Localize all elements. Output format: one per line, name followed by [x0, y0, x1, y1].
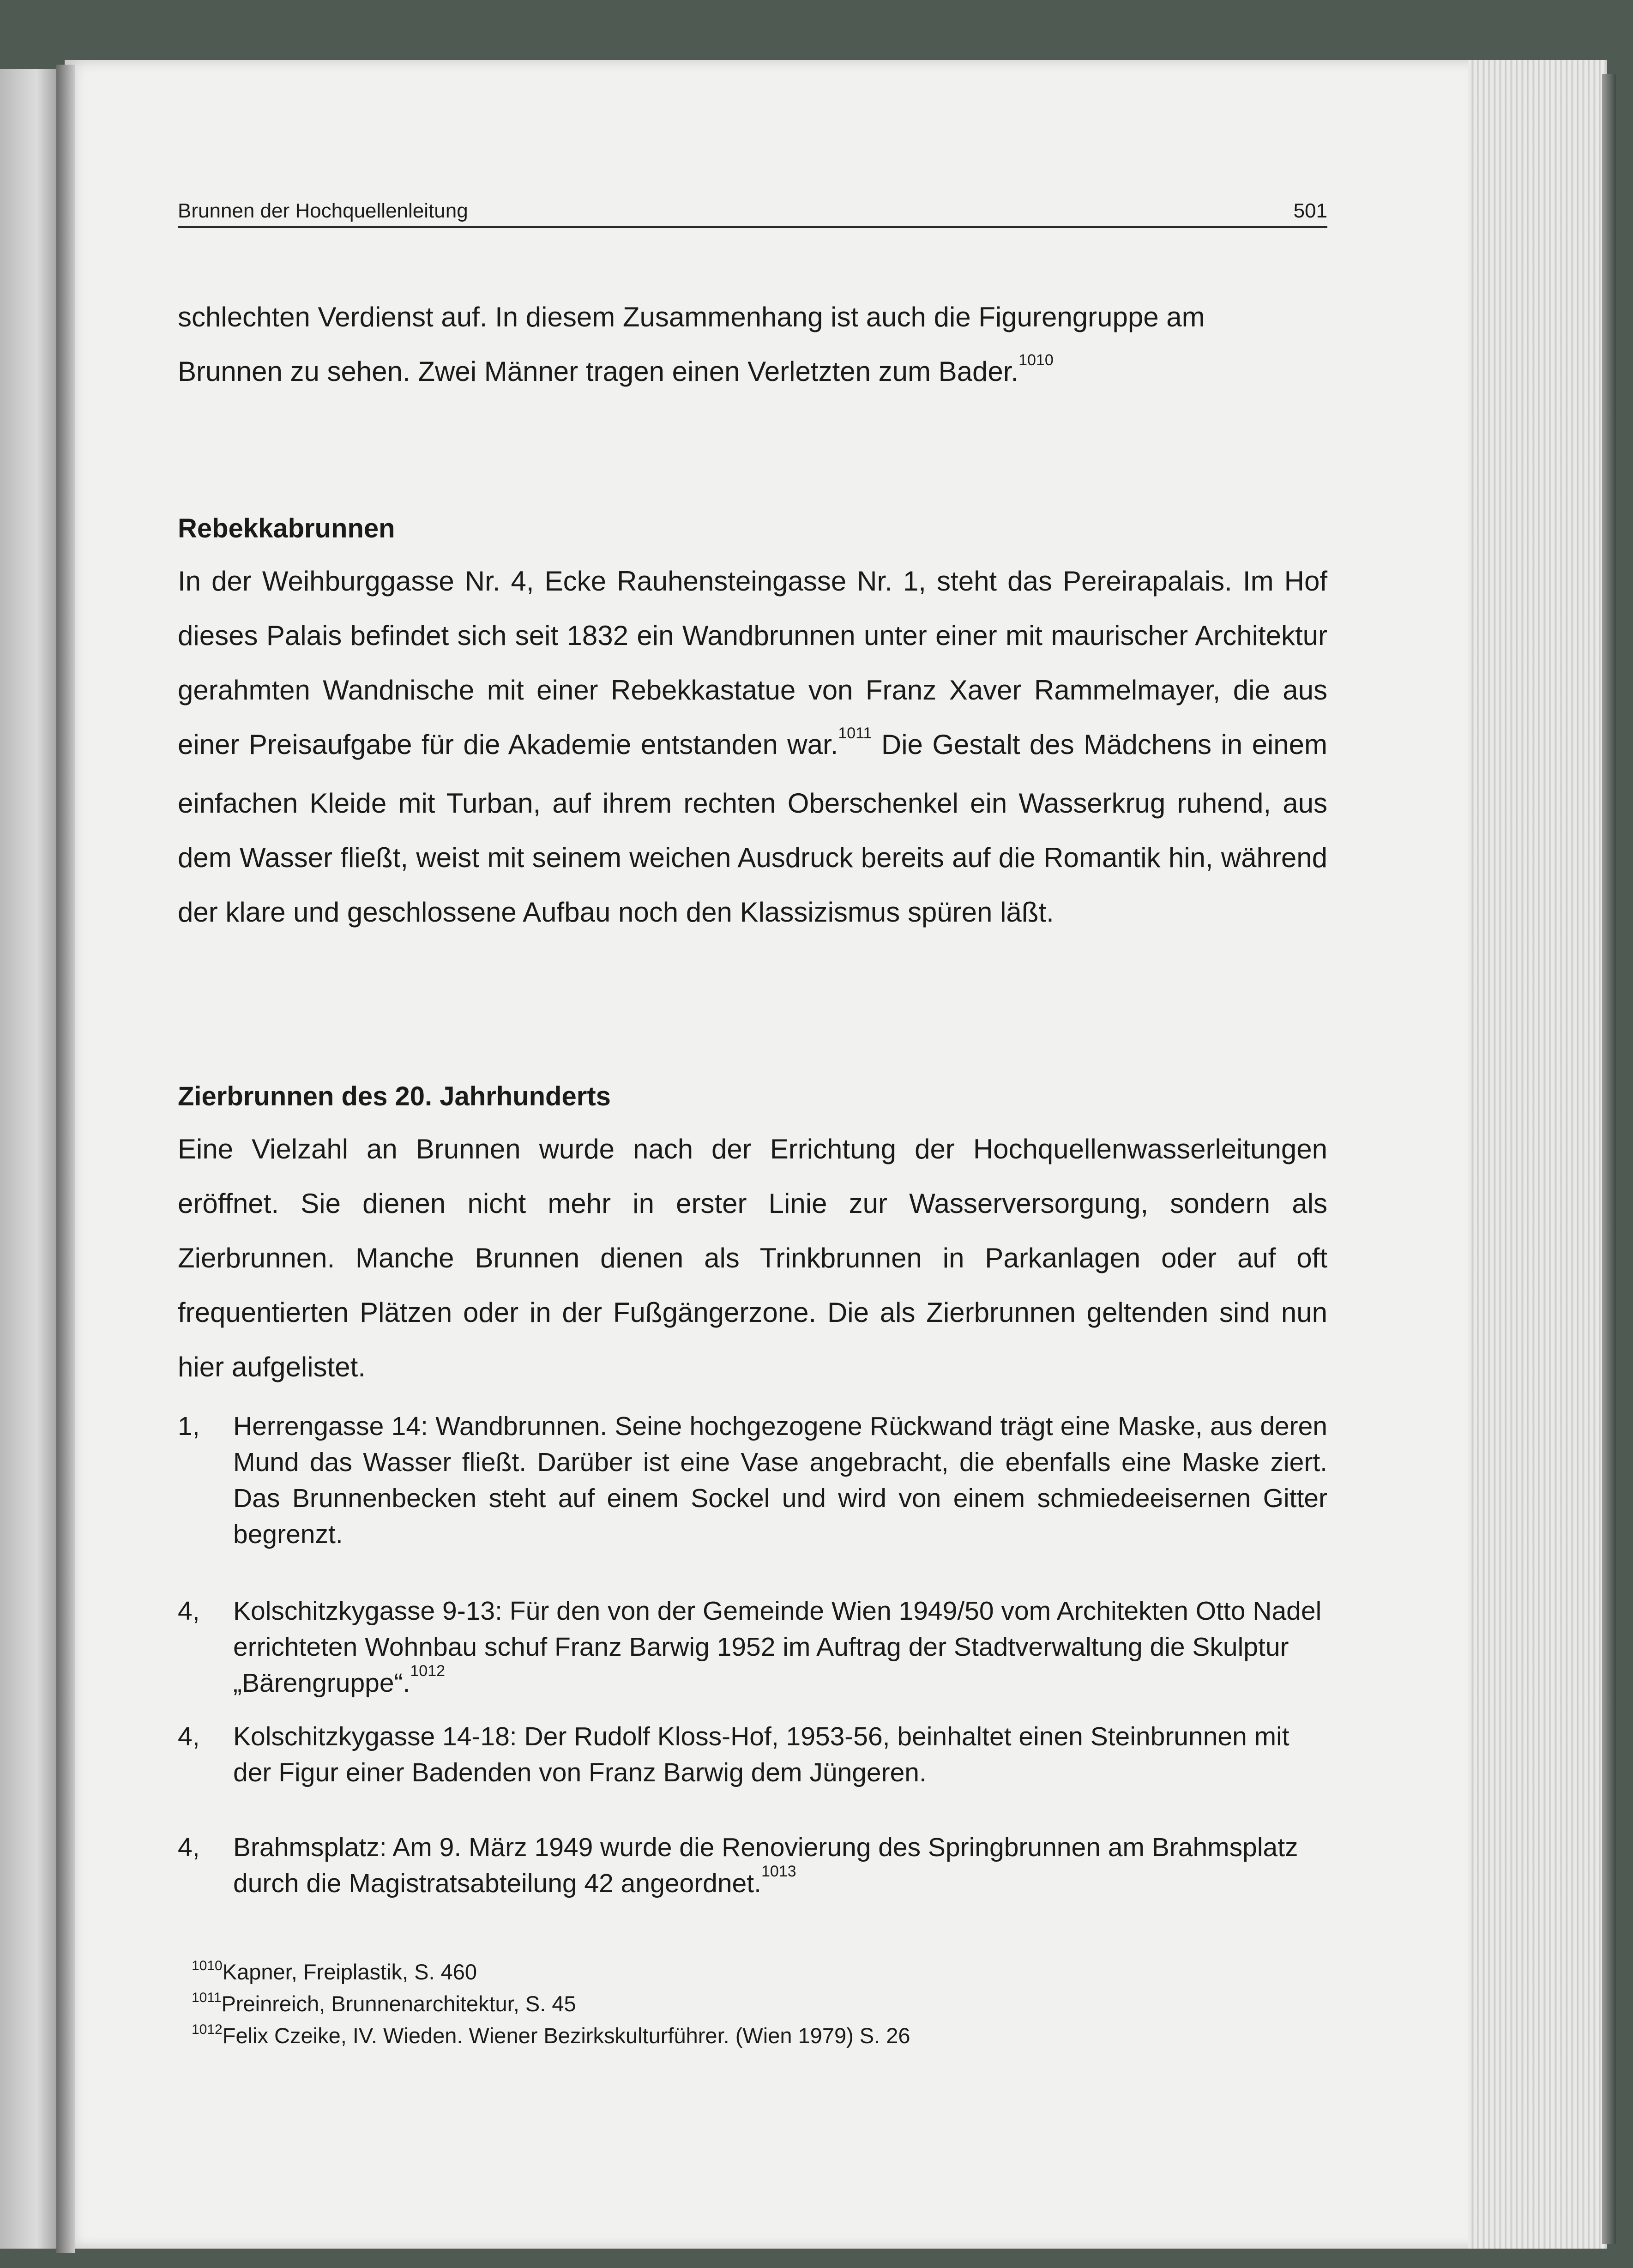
- rebekka-paragraph: In der Weihburggasse Nr. 4, Ecke Rauhensteingasse Nr. 1, steht das Pereirapalais. Im Hof dieses Palais befindet sich seit 1832 ein Wandbrunnen unter einer mit maurischer Architektur gerahmten Wandnische mit einer Rebekkastatue von Franz Xaver Rammelmayer, die aus einer Preisaufgabe für die Akademie entstanden war.$^{1011}$ Die Gestalt des Mädchens in einem einfachen Kleide mit Turban, auf ihrem rechten Oberschenkel ein Wasserkrug ruhend, aus dem Wasser fließt, weist mit seinem weichen Ausdruck bereits auf die Romantik hin, während der klare und geschlossene Aufbau noch den Klassizismus spüren läßt.: [178, 566, 1327, 928]
- list-item: 4, Kolschitzkygasse 9-13: Für den von der Gemeinde Wien 1949/50 vom Architekten Otto Nadel errichteten Wohnbau schuf Franz Barwig 1952 im Auftrag der Stadtverwaltung die Skulptur „Bärengruppe“.$^{1012}$: [178, 1596, 1322, 1698]
- intro-line-2: Brunnen zu sehen. Zwei Männer tragen einen Verletzten zum Bader.$^{1010}$: [178, 351, 1054, 387]
- intro-paragraph: [178, 290, 1327, 403]
- list-item: 4, Brahmsplatz: Am 9. März 1949 wurde die Renovierung des Springbrunnen am Brahmsplatz durch die Magistratsabteilung 42 angeordnet.$^{1013}$: [178, 1833, 1298, 1898]
- intro-line-1: schlechten Verdienst auf. In diesem Zusammenhang ist auch die Figurengruppe am: [178, 302, 1205, 332]
- footnote: $^{1012}$Felix Czeike, IV. Wieden. Wiener Bezirkskulturführer. (Wien 1979) S. 26: [192, 2022, 910, 2048]
- zierbrunnen-section: [178, 1071, 1327, 1394]
- list-item: 1, Herrengasse 14: Wandbrunnen. Seine hochgezogene Rückwand trägt eine Maske, aus deren Mund das Wasser fließt. Darüber ist eine Vase angebracht, die ebenfalls eine Maske ziert. Das Brunnenbecken steht auf einem Sockel und wird von einem schmiedeeisernen Gitter begrenzt.: [178, 1411, 1327, 1549]
- left-page-edge: [0, 69, 61, 2249]
- running-header: [178, 185, 1327, 228]
- footnote: $^{1010}$Kapner, Freiplastik, S. 460: [192, 1958, 477, 1984]
- footnote-ref-1012: 1012: [410, 1662, 446, 1680]
- fountain-list: [178, 1408, 1327, 1905]
- page-content: [178, 185, 1327, 2048]
- footnote: $^{1011}$Preinreich, Brunnenarchitektur, S. 45: [192, 1990, 576, 2016]
- header-title: Brunnen der Hochquellenleitung: [178, 199, 468, 222]
- footnotes: [192, 1958, 910, 2053]
- page-stack-edges: [1468, 60, 1607, 2249]
- rebekka-heading: Rebekkabrunnen: [178, 513, 395, 543]
- page-number: 501: [1293, 199, 1327, 222]
- page-gutter: [56, 65, 75, 2253]
- footnote-ref-1010: 1010: [1018, 351, 1054, 369]
- zierbrunnen-heading: Zierbrunnen des 20. Jahrhunderts: [178, 1081, 611, 1111]
- rebekka-section: [178, 503, 1327, 940]
- footnote-ref-1013: 1013: [761, 1863, 796, 1880]
- zierbrunnen-paragraph: Eine Vielzahl an Brunnen wurde nach der Errichtung der Hochquellenwasserleitungen eröffnet. Sie dienen nicht mehr in erster Linie zur Wasserversorgung, sondern als Zierbrunnen. Manche Brunnen dienen als Trinkbrunnen in Parkanlagen oder auf oft frequentierten Plätzen oder in der Fußgängerzone. Die als Zierbrunnen geltenden sind nun hier aufgelistet.: [178, 1134, 1327, 1382]
- page-stack-shadow: [1602, 74, 1616, 2244]
- list-item: 4, Kolschitzkygasse 14-18: Der Rudolf Kloss-Hof, 1953-56, beinhaltet einen Steinbrunnen mit der Figur einer Badenden von Franz Barwig dem Jüngeren.: [178, 1722, 1290, 1787]
- footnote-ref-1011: 1011: [838, 724, 872, 742]
